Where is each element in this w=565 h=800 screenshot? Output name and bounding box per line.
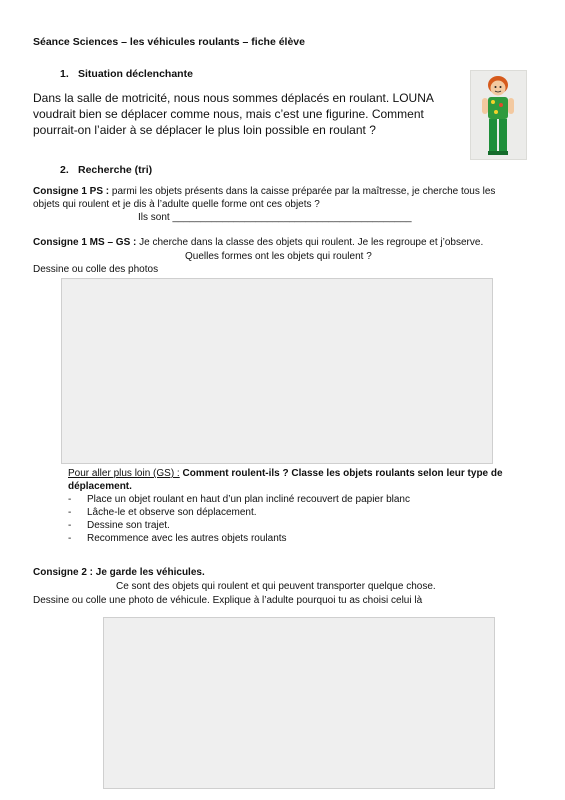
further-section <box>68 467 533 493</box>
section-2-heading <box>60 164 152 176</box>
section-1-heading <box>60 68 193 80</box>
section-2-number: 2. <box>60 164 69 176</box>
draw-instruction-2: Dessine ou colle une photo de véhicule. Explique à l’adulte pourquoi tu as choisi celui là <box>33 595 423 606</box>
figurine-drawing <box>471 71 526 159</box>
steps-list <box>68 493 488 545</box>
section-1-title: Situation déclenchante <box>78 68 193 80</box>
list-item-text: Recommence avec les autres objets roulants <box>87 533 287 544</box>
list-item: - Lâche-le et observe son déplacement. <box>68 507 257 518</box>
photo-area-1 <box>61 278 493 464</box>
section-1-number: 1. <box>60 68 69 80</box>
page-title: Séance Sciences – les véhicules roulants – fiche élève <box>33 36 305 48</box>
ils-sont-line: Ils sont ___________________________________________ <box>138 212 412 223</box>
list-item: - Recommence avec les autres objets roulants <box>68 533 287 544</box>
photo-area-2 <box>103 617 495 789</box>
consigne-2-label: Consigne 2 : Je garde les véhicules. <box>33 567 205 578</box>
draw-instruction-1: Dessine ou colle des photos <box>33 264 159 275</box>
consigne-1-ps-text: parmi les objets présents dans la caisse préparée par la maîtresse, je cherche tous les objets qui roulent et je dis à l’adulte quelle forme ont ces objets ? <box>33 186 496 210</box>
list-item-text: Place un objet roulant en haut d’un plan incliné recouvert de papier blanc <box>87 494 410 505</box>
consigne-1-ms-gs <box>33 236 533 249</box>
situation-text: Dans la salle de motricité, nous nous sommes déplacés en roulant. LOUNA voudrait bien se déplacer comme nous, mais c’est une figurine. Comment pourrait-on l’aider à se déplacer le plus loin possible en roulant ? <box>33 91 434 137</box>
figurine-image <box>470 70 527 160</box>
forms-question: Quelles formes ont les objets qui roulent ? <box>185 251 372 262</box>
consigne-1-ps-label: Consigne 1 PS : <box>33 186 110 197</box>
further-label: Pour aller plus loin (GS) : <box>68 468 180 479</box>
further-question: Comment roulent-ils ? Classe les objets roulants selon leur type de déplacement. <box>68 468 503 492</box>
consigne-1-ps <box>33 185 523 211</box>
list-item: - Place un objet roulant en haut d’un plan incliné recouvert de papier blanc <box>68 494 410 505</box>
list-item-text: Lâche-le et observe son déplacement. <box>87 507 257 518</box>
consigne-1-ms-gs-text: Je cherche dans la classe des objets qui roulent. Je les regroupe et j’observe. <box>136 237 484 248</box>
list-item-text: Dessine son trajet. <box>87 520 170 531</box>
consigne-1-ms-gs-label: Consigne 1 MS – GS : <box>33 237 137 248</box>
section-2-title: Recherche (tri) <box>78 164 153 176</box>
list-item: - Dessine son trajet. <box>68 520 170 531</box>
consigne-2-text: Ce sont des objets qui roulent et qui peuvent transporter quelque chose. <box>116 581 436 592</box>
